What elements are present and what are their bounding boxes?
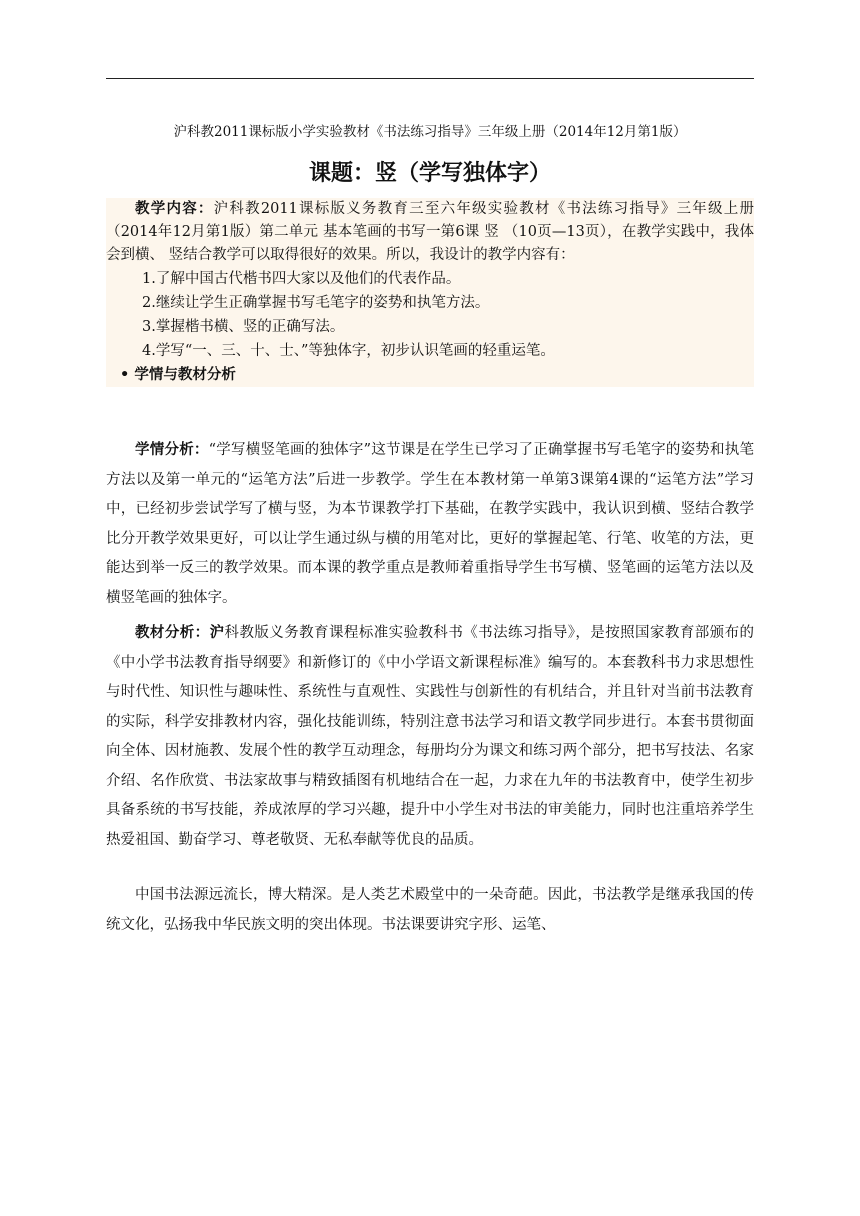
teaching-content-block xyxy=(106,198,754,387)
student-analysis-paragraph xyxy=(106,436,754,613)
student-analysis-text: “学写横竖笔画的独体字”这节课是在学生已学习了正确掌握书写毛笔字的姿势和执笔方法以及第一单元的“运笔方法”后进一步教学。学生在本教材第一单第3课第4课的“运笔方法”学习中，已经初步尝试学写了横与竖，为本节课教学打下基础，在教学实践中，我认识到横、竖结合教学比分开教学效果更好，可以让学生通过纵与横的用笔对比，更好的掌握起笔、行笔、收笔的方法，更能达到举一反三的教学效果。而本课的教学重点是教师着重指导学生书写横、竖笔画的运笔方法以及横竖笔画的独体字。 xyxy=(106,442,754,606)
header-rule xyxy=(106,78,754,79)
content-item-4: 4.学写“一、三、十、士、”等独体字，初步认识笔画的轻重运笔。 xyxy=(142,343,555,359)
teaching-content-label: 教学内容： xyxy=(135,201,214,217)
material-analysis-label: 教材分析：沪 xyxy=(135,625,225,641)
content-item-1: 1.了解中国古代楷书四大家以及他们的代表作品。 xyxy=(142,271,461,287)
teaching-content-paragraph xyxy=(106,198,754,267)
analysis-block xyxy=(106,436,754,940)
student-analysis-label: 学情分析： xyxy=(135,442,209,458)
teaching-content-text: 沪科教2011课标版义务教育三至六年级实验教材《书法练习指导》三年级上册（2014年12月第1版）第二单元 基本笔画的书写一第6课 竖 （10页—13页），在教学实践中，我体会到横、 竖结合教学可以取得很好的效果。所以，我设计的教学内容有： xyxy=(106,201,755,263)
content-item-3: 3.掌握楷书横、竖的正确写法。 xyxy=(142,319,345,335)
material-analysis-paragraph xyxy=(106,619,754,855)
material-analysis-text: 科教版义务教育课程标准实验教科书《书法练习指导》，是按照国家教育部颁布的《中小学书法教育指导纲要》和新修订的《中小学语文新课程标准》编写的。本套教科书力求思想性与时代性、知识性与趣味性、系统性与直观性、实践性与创新性的有机结合，并且针对当前书法教育的实际，科学安排教材内容，强化技能训练，特别注意书法学习和语文教学同步进行。本套书贯彻面向全体、因材施教、发展个性的教学互动理念，每册均分为课文和练习两个部分，把书写技法、名家介绍、名作欣赏、书法家故事与精致插图有机地结合在一起，力求在九年的书法教育中，使学生初步具备系统的书写技能，养成浓厚的学习兴趣，提升中小学生对书法的审美能力，同时也注重培养学生热爱祖国、勤奋学习、尊老敬贤、无私奉献等优良的品质。 xyxy=(106,625,755,848)
page-title: 课题：竖（学写独体字） xyxy=(308,161,551,186)
edition-line: 沪科教2011课标版小学实验教材《书法练习指导》三年级上册（2014年12月第1版） xyxy=(173,124,687,140)
closing-paragraph: 中国书法源远流长，博大精深。是人类艺术殿堂中的一朵奇葩。因此，书法教学是继承我国的传统文化，弘扬我中华民族文明的突出体现。书法课要讲究字形、运笔、 xyxy=(106,887,754,933)
section-heading: • 学情与教材分析 xyxy=(120,367,236,383)
content-item-2: 2.继续让学生正确掌握书写毛笔字的姿势和执笔方法。 xyxy=(142,295,490,311)
